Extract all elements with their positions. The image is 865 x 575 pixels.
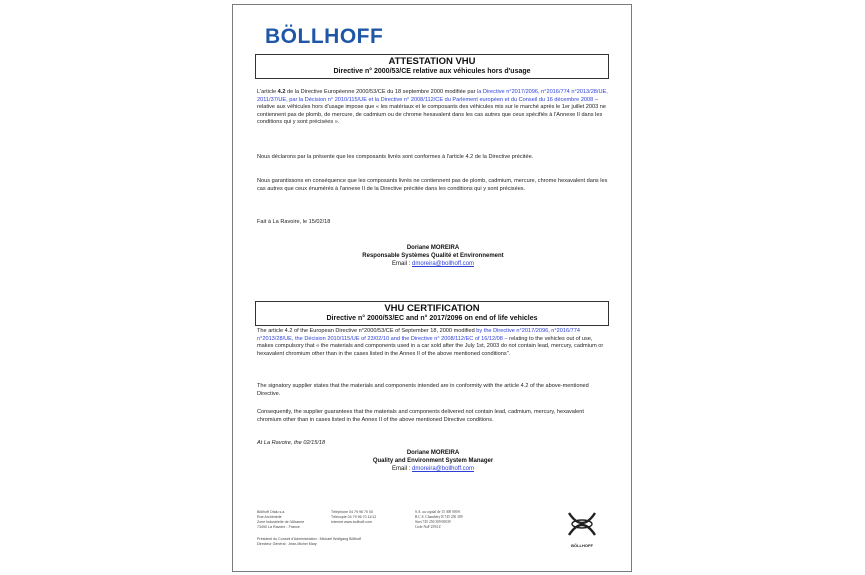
french-para1-text-d: – relative aux véhicules hors d'usage impose que « les matériaux et le composants des véhicules mis sur le marché après le 1er juillet 2003 ne contiennent pas de plomb, de mercure, de cadmium ou de chrome hexavalent dans les cas autres que ceux spécifiés à l'Annexe II dans les conditions qui y sont précisées ».: [257, 96, 606, 126]
french-paragraph-3: Nous garantissons en conséquence que les composants livrés ne contiennent pas de plomb, cadmium, mercure, chrome hexavalent dans les cas autres que ceux énumérés à l'annexe II de la Directive précitée dans les conditions qui y sont précisées.: [257, 178, 608, 192]
english-title-box: [255, 301, 609, 326]
french-subtitle: Directive n° 2000/53/CE relative aux véhicules hors d'usage: [333, 68, 531, 75]
english-email-label: Email :: [391, 466, 412, 472]
french-paragraph-1: [257, 89, 609, 127]
footer-address-line: Böllhoff Otalu s.a.: [257, 510, 286, 514]
english-signature-block: [257, 449, 609, 473]
english-paragraph-1: [257, 328, 609, 358]
french-email-line: [257, 260, 609, 268]
footer-address: [257, 510, 304, 530]
bollhoff-logo: BÖLLHOFF: [265, 25, 384, 48]
french-signature-block: [257, 244, 609, 268]
english-subtitle: Directive n° 2000/53/EC and n° 2017/2096 on end of life vehicles: [326, 315, 538, 322]
english-para1-directives: by the Directive n°2017/2096, n°2016/774 n°2013/28/UE, the Décision 2010/115/UE of 23/02/10 and the Directive n° 2008/112/EC of 16/12/08 –: [257, 328, 580, 342]
french-para1-text-a: L'article: [257, 89, 278, 95]
french-place-date: Fait à La Ravoire, le 15/02/18: [257, 219, 331, 225]
english-email-line: [257, 465, 609, 473]
english-signer-role: Quality and Environment System Manager: [372, 458, 494, 464]
french-title: ATTESTATION VHU: [388, 56, 476, 67]
french-title-box: [255, 54, 609, 79]
footer-address-line: Rue Archimède: [257, 515, 282, 519]
english-paragraph-3: Consequently, the supplier guarantees that the materials and components delivered not contain lead, cadmium, mercury, hexavalent chromium other than in cases listed in the Annex II of the above mentioned Directive conditions.: [257, 409, 584, 423]
french-email-link[interactable]: dmoreira@bollhoff.com: [412, 261, 475, 267]
footer-legal-line: Siret 745 250 309 00039: [415, 520, 451, 524]
emblem-wordmark: BÖLLHOFF: [571, 543, 593, 548]
english-place-date: At La Ravoire, the 02/15/18: [257, 440, 326, 446]
french-signer-role: Responsable Systèmes Qualité et Environnement: [362, 253, 504, 259]
footer-management-line: Directeur Général : Jean-Michel Mary: [257, 542, 317, 546]
english-email-link[interactable]: dmoreira@bollhoff.com: [412, 466, 475, 472]
english-para1-text-b: relating to the vehicles out of use, makes compulsory that « the materials and components used in a car sold after the July 1st, 2003 do not contain lead, mercury, cadmium or hexavalent chromium other than in the cases listed in the Annex II of the above mentioned conditions".: [257, 335, 604, 357]
french-para1-article: 4.2: [277, 89, 286, 95]
footer-legal-line: R.C.S. Chambéry B 745 250 309: [415, 515, 463, 519]
english-signer-name: Doriane MOREIRA: [406, 450, 460, 456]
english-title: VHU CERTIFICATION: [384, 303, 480, 314]
footer-address-line: Zone Industrielle de l'Albanne: [257, 520, 305, 524]
french-para1-directives: la Directive n°2017/2096, n°2016/774 n°2013/28/UE, 2011/37/UE, par la Décision n° 2010/115/UE et la Directive n° 2008/112/CE du Parlement européen et du Conseil du 16 décembre 2008: [257, 89, 608, 103]
french-email-label: Email :: [391, 261, 412, 267]
footer-contact-line: Téléphone 04 79 96 70 00: [331, 510, 373, 514]
footer-legal-line: S.A. au capital de 15 300 000 €: [415, 510, 461, 514]
footer-management-line: Président du Conseil d'Administration : Michael Wolfgang Böllhoff: [257, 537, 362, 541]
english-para1-text-a: The article 4.2 of the European Directive n°2000/53/CE of September 18, 2000 modified: [257, 328, 477, 334]
footer-address-line: 73490 La Ravoire - France: [257, 525, 300, 529]
footer-contact: [331, 510, 376, 525]
footer-legal: [415, 510, 463, 530]
footer-management: [257, 537, 361, 547]
french-para1-text-c: de la Directive Européenne 2000/53/CE du 18 septembre 2000 modifiée par: [285, 89, 477, 95]
english-paragraph-2: The signatory supplier states that the materials and components intended are in conformity with the article 4.2 of the above-mentioned Directive.: [257, 383, 589, 397]
french-signer-name: Doriane MOREIRA: [406, 245, 460, 251]
french-paragraph-2: Nous déclarons par la présente que les composants livrés sont conformes à l'article 4.2 de la Directive précitée.: [257, 154, 534, 160]
bollhoff-emblem-icon: [565, 507, 599, 541]
footer-contact-line: Télécopie 04 79 96 70 11/12: [331, 515, 377, 519]
footer-legal-line: Code NaF 2594 Z: [415, 525, 441, 529]
footer-contact-line: Internet www.bollhoff.com: [331, 520, 373, 524]
document-page: [232, 4, 632, 572]
